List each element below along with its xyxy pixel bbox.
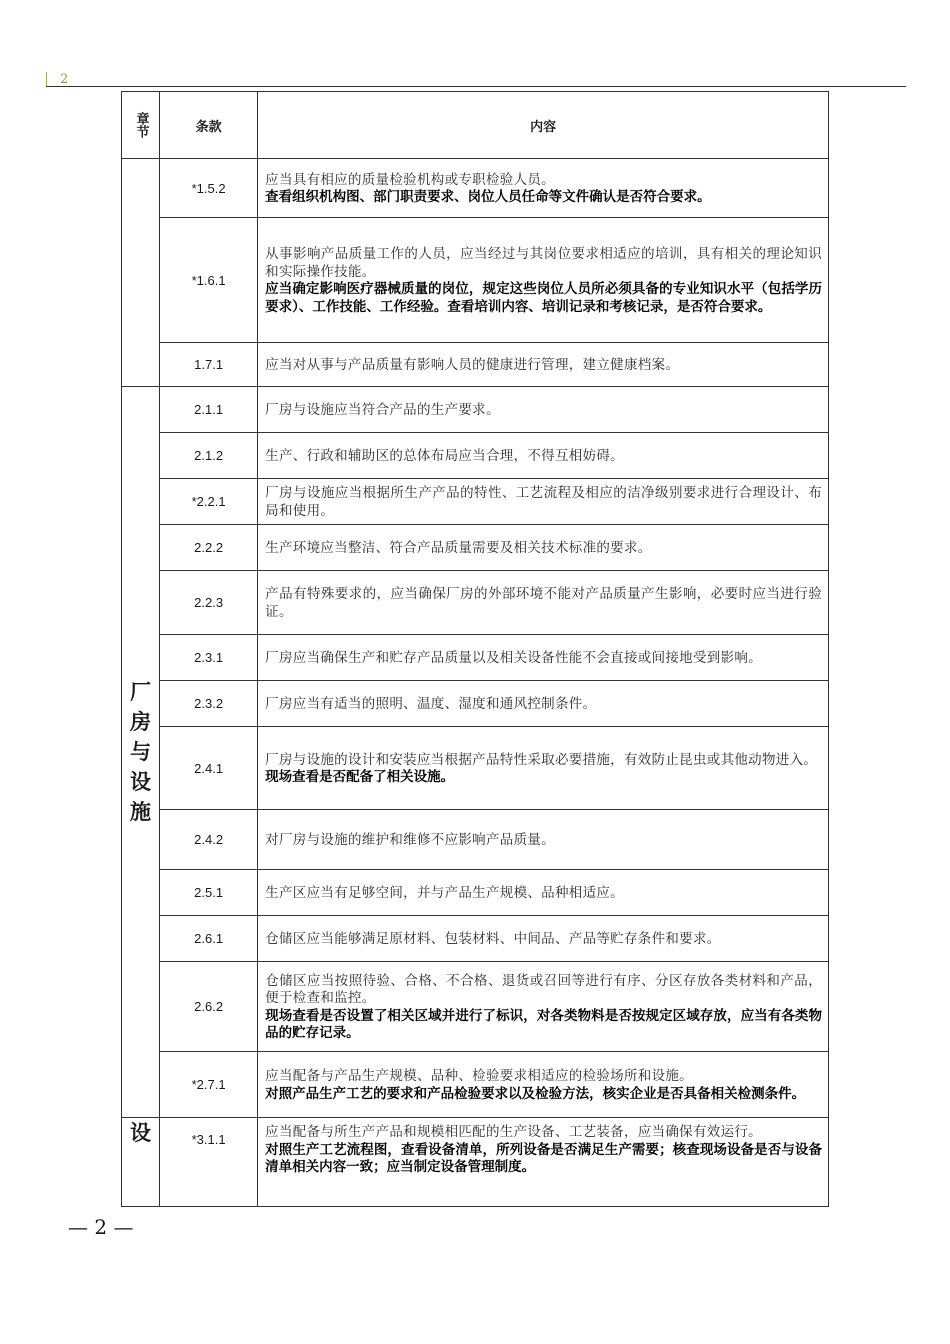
table-row (122, 962, 829, 1052)
requirement-text: 生产、行政和辅助区的总体布局应当合理，不得互相妨碍。 (265, 447, 624, 464)
requirement-text: 生产区应当有足够空间，并与产品生产规模、品种相适应。 (265, 884, 624, 901)
requirement-text: 厂房与设施应当根据所生产产品的特性、工艺流程及相应的洁净级别要求进行合理设计、布局和使用。 (265, 485, 822, 519)
inspection-method-text: 对照生产工艺流程图，查看设备清单，所列设备是否满足生产需要；核查现场设备是否与设备清单相关内容一致；应当制定设备管理制度。 (265, 1141, 822, 1175)
requirement-text: 应当具有相应的质量检验机构或专职检验人员。 (265, 171, 555, 188)
header-content: 内容 (258, 92, 829, 159)
clause-cell: *1.6.1 (160, 218, 258, 343)
requirement-text: 应当配备与产品生产规模、品种、检验要求相适应的检验场所和设施。 (265, 1068, 693, 1084)
content-cell (258, 343, 829, 387)
header-chapter-label: 章节 (133, 112, 149, 138)
content-cell (258, 387, 829, 433)
content-cell (258, 916, 829, 962)
requirement-text: 仓储区应当按照待验、合格、不合格、退货或召回等进行有序、分区存放各类材料和产品，便于检查和监控。 (265, 972, 822, 1006)
requirement-text: 从事影响产品质量工作的人员，应当经过与其岗位要求相适应的培训，具有相关的理论知识和实际操作技能。 (265, 246, 822, 280)
clause-cell: *1.5.2 (160, 159, 258, 218)
clause-cell: 2.3.1 (160, 635, 258, 681)
table-row (122, 387, 829, 433)
table-header-row (122, 92, 829, 159)
header-clause: 条款 (160, 92, 258, 159)
clause-cell: 2.3.2 (160, 681, 258, 727)
content-cell (258, 681, 829, 727)
inspection-method-text: 应当确定影响医疗器械质量的岗位，规定这些岗位人员所必须具备的专业知识水平（包括学历要求）、工作技能、工作经验。查看培训内容、培训记录和考核记录，是否符合要求。 (265, 281, 822, 315)
inspection-method-text: 现场查看是否设置了相关区域并进行了标识，对各类物料是否按规定区域存放，应当有各类物品的贮存记录。 (265, 1007, 822, 1041)
table-row (122, 1052, 829, 1118)
chapter-cell (122, 159, 160, 387)
table-row (122, 916, 829, 962)
chapter-cell: 设 (122, 1118, 160, 1207)
page-number: — 2 — (68, 1215, 134, 1239)
clause-cell: 2.2.3 (160, 571, 258, 635)
requirement-text: 应当配备与所生产产品和规模相匹配的生产设备、工艺装备，应当确保有效运行。 (265, 1124, 762, 1140)
clause-cell: 2.1.1 (160, 387, 258, 433)
inspection-method-text: 查看组织机构图、部门职责要求、岗位人员任命等文件确认是否符合要求。 (265, 189, 711, 205)
table-row (122, 343, 829, 387)
clause-cell: 2.2.2 (160, 525, 258, 571)
requirement-text: 厂房与设施的设计和安装应当根据产品特性采取必要措施，有效防止昆虫或其他动物进入。 (265, 751, 818, 768)
content-cell (258, 1118, 829, 1207)
requirement-text: 仓储区应当能够满足原材料、包装材料、中间品、产品等贮存条件和要求。 (265, 930, 721, 947)
table-row (122, 433, 829, 479)
content-cell (258, 525, 829, 571)
requirement-text: 对厂房与设施的维护和维修不应影响产品质量。 (265, 831, 555, 848)
table-row (122, 681, 829, 727)
table-row (122, 870, 829, 916)
clause-cell: 2.5.1 (160, 870, 258, 916)
content-cell (258, 962, 829, 1052)
requirement-text: 厂房应当有适当的照明、温度、湿度和通风控制条件。 (265, 695, 597, 712)
requirement-text: 应当对从事与产品质量有影响人员的健康进行管理，建立健康档案。 (265, 356, 680, 373)
clause-cell: 2.4.2 (160, 810, 258, 870)
content-cell (258, 727, 829, 810)
requirement-text: 厂房与设施应当符合产品的生产要求。 (265, 401, 500, 418)
content-cell (258, 159, 829, 218)
table-row (122, 635, 829, 681)
inspection-method-text: 对照产品生产工艺的要求和产品检验要求以及检验方法，核实企业是否具备相关检测条件。 (265, 1085, 806, 1102)
content-cell (258, 571, 829, 635)
table-row (122, 159, 829, 218)
clause-cell: 1.7.1 (160, 343, 258, 387)
requirement-text: 厂房应当确保生产和贮存产品质量以及相关设备性能不会直接或间接地受到影响。 (265, 649, 762, 666)
clause-cell: *3.1.1 (160, 1118, 258, 1207)
table-row (122, 571, 829, 635)
clause-cell: 2.6.1 (160, 916, 258, 962)
table-body (122, 159, 829, 1207)
table-row (122, 525, 829, 571)
table-row (122, 727, 829, 810)
header-rule (46, 86, 906, 87)
checklist-table (121, 91, 829, 1207)
table-row (122, 479, 829, 525)
content-cell (258, 479, 829, 525)
requirement-text: 产品有特殊要求的，应当确保厂房的外部环境不能对产品质量产生影响，必要时应当进行验证。 (265, 586, 822, 620)
header-mark (46, 72, 47, 86)
content-cell (258, 635, 829, 681)
chapter-cell: 厂房与设施 (122, 387, 160, 1118)
content-cell (258, 1052, 829, 1118)
table-row (122, 1118, 829, 1207)
content-cell (258, 810, 829, 870)
content-cell (258, 870, 829, 916)
header-page-mark: 2 (60, 72, 69, 87)
content-cell (258, 218, 829, 343)
header-chapter (122, 92, 160, 159)
requirement-text: 生产环境应当整洁、符合产品质量需要及相关技术标准的要求。 (265, 539, 652, 556)
clause-cell: 2.6.2 (160, 962, 258, 1052)
content-cell (258, 433, 829, 479)
clause-cell: 2.1.2 (160, 433, 258, 479)
table-row (122, 218, 829, 343)
clause-cell: *2.2.1 (160, 479, 258, 525)
table-row (122, 810, 829, 870)
inspection-method-text: 现场查看是否配备了相关设施。 (265, 769, 455, 785)
clause-cell: *2.7.1 (160, 1052, 258, 1118)
clause-cell: 2.4.1 (160, 727, 258, 810)
